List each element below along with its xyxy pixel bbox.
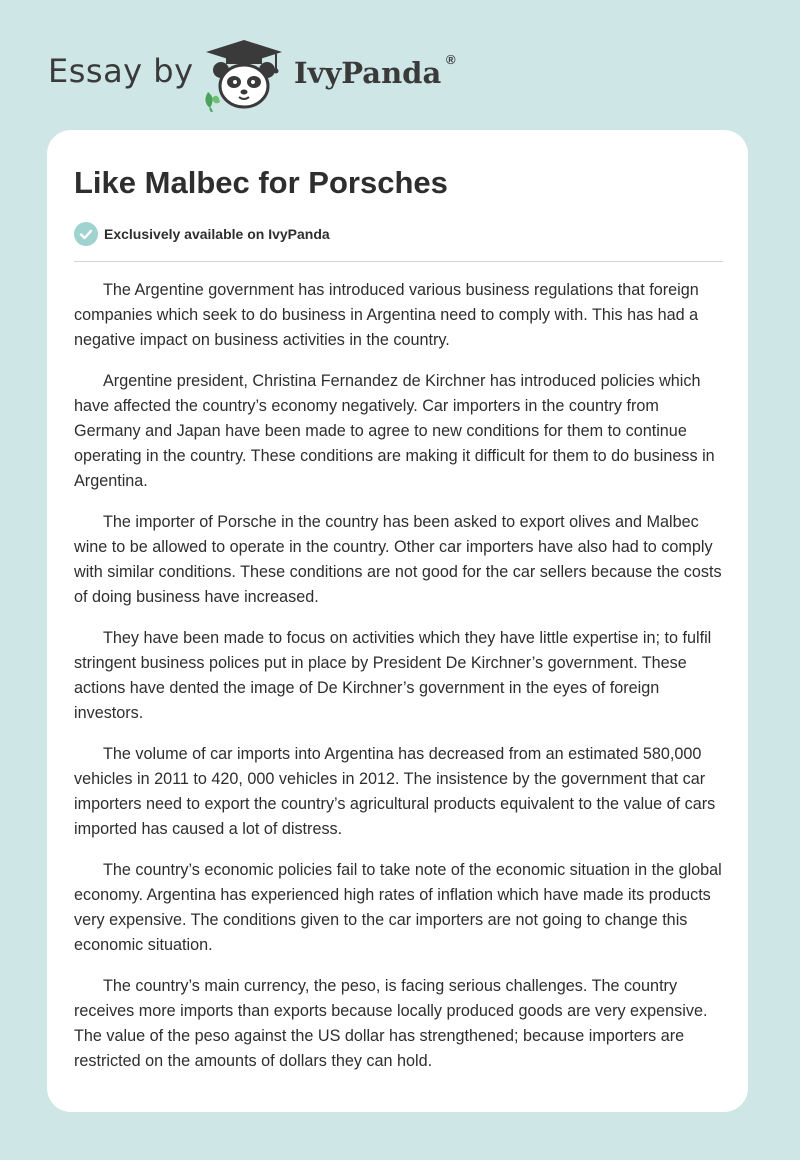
paragraph: The country’s economic policies fail to take note of the economic situation in the global economy. Argentina has experienced high rates of inflation which have made its products very expensive. The conditions given to the car importers are not going to change this economic situation. <box>74 861 722 954</box>
exclusive-badge <box>74 221 330 247</box>
divider <box>74 261 723 262</box>
exclusive-badge-label: Exclusively available on IvyPanda <box>104 226 330 242</box>
paragraph: The volume of car imports into Argentina has decreased from an estimated 580,000 vehicles in 2011 to 420, 000 vehicles in 2012. The insistence by the government that car importers need to export the country’s agricultural products equivalent to the value of cars imported has caused a lot of distress. <box>74 745 716 838</box>
paragraph: The Argentine government has introduced various business regulations that foreign companies which seek to do business in Argentina need to comply with. This has had a negative impact on business activities in the country. <box>74 281 699 349</box>
paragraph: Argentine president, Christina Fernandez de Kirchner has introduced policies which have affected the country’s economy negatively. Car importers in the country from Germany and Japan have been made to agree to new conditions for them to continue operating in the country. These conditions are making it difficult for them to do business in Argentina. <box>74 372 715 490</box>
essay-by-label: Essay by <box>48 52 194 90</box>
paragraph: They have been made to focus on activities which they have little expertise in; to fulfil stringent business polices put in place by President De Kirchner’s government. These actions have dented the image of De Kirchner’s government in the eyes of foreign investors. <box>74 629 712 722</box>
essay-card <box>47 130 748 1112</box>
paragraph: The importer of Porsche in the country has been asked to export olives and Malbec wine to be allowed to operate in the country. Other car importers have also had to comply with similar conditions. These conditions are not good for the car sellers because the costs of doing business have increased. <box>74 513 722 606</box>
brand-name: IvyPanda <box>294 56 442 90</box>
page-title: Like Malbec for Porsches <box>74 165 448 200</box>
paragraph: The country’s main currency, the peso, is facing serious challenges. The country receives more imports than exports because locally produced goods are very expensive. The value of the peso against the US dollar has strengthened; because importers are restricted on the amounts of dollars they can hold. <box>74 977 708 1070</box>
check-circle-icon <box>74 222 98 246</box>
essay-body <box>74 278 724 1090</box>
panda-logo-icon <box>198 36 290 112</box>
registered-mark: ® <box>446 52 456 67</box>
site-header <box>48 30 548 110</box>
